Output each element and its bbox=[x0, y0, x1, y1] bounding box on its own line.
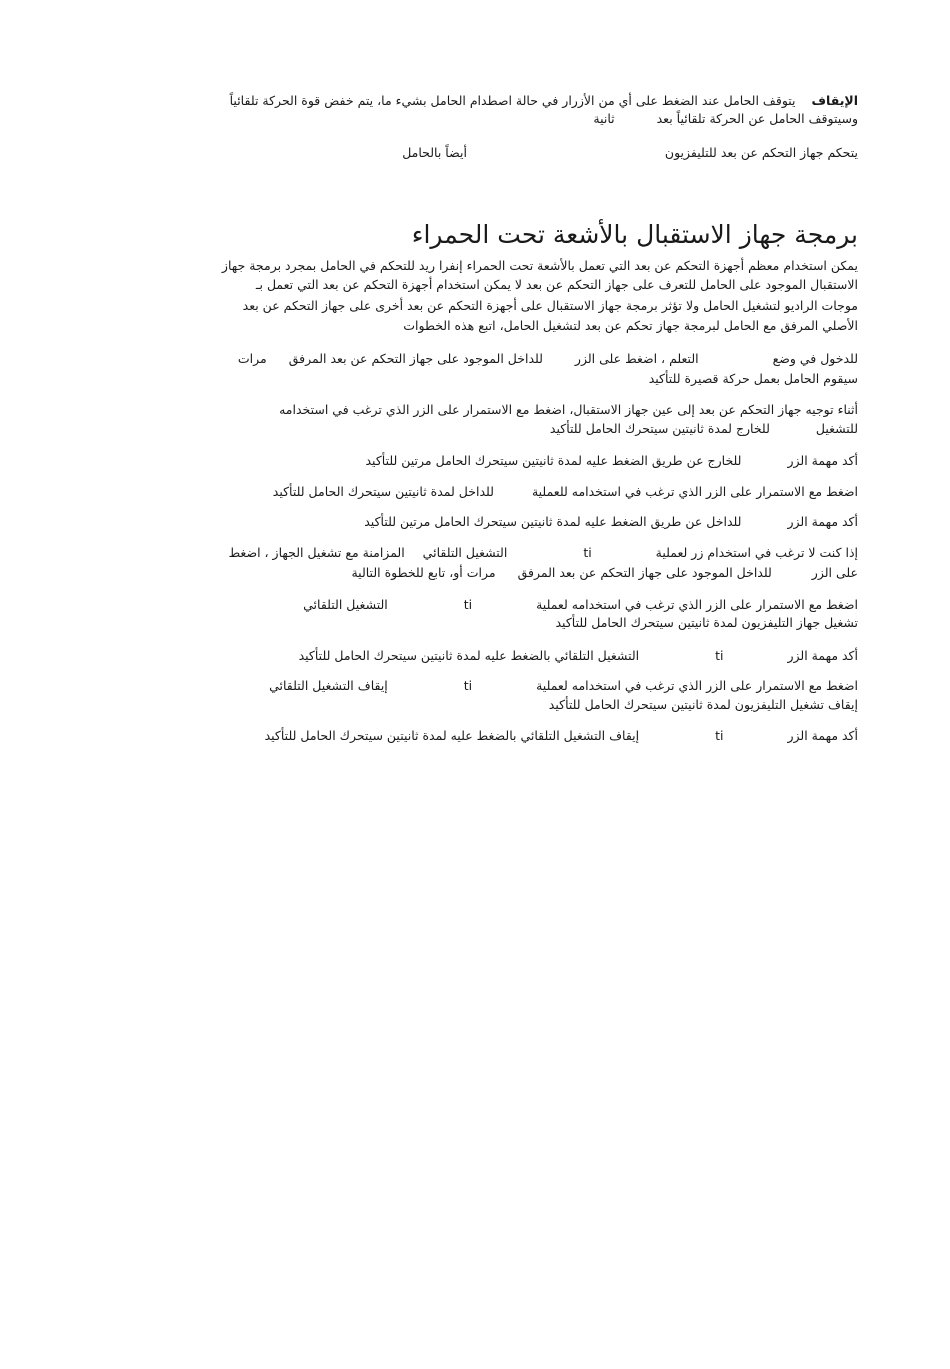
step-1-a: للدخول في وضع bbox=[772, 351, 858, 366]
step-9-line-2: إيقاف تشغيل التليفزيون لمدة ثانيتين سيتحرك الحامل للتأكيد bbox=[548, 697, 858, 712]
section-heading: برمجة جهاز الاستقبال بالأشعة تحت الحمراء bbox=[411, 220, 858, 249]
step-1-b: التعلم ، اضغط على الزر bbox=[574, 351, 699, 366]
step-10-a: أكد مهمة الزر bbox=[787, 728, 858, 743]
step-10-b: ti bbox=[715, 728, 724, 743]
stop-text-2a: وسيتوقف الحامل عن الحركة تلقائياً بعد bbox=[656, 111, 858, 126]
step-9-line-1 bbox=[269, 677, 858, 695]
step-1-c: للداخل الموجود على جهاز التحكم عن بعد المرفق bbox=[288, 351, 543, 366]
step-6-line-1 bbox=[229, 544, 858, 562]
step-8 bbox=[299, 647, 858, 665]
step-6-f: للداخل الموجود على جهاز التحكم عن بعد المرفق bbox=[517, 565, 772, 580]
step-6-line-2 bbox=[351, 564, 858, 582]
step-7-c: التشغيل التلقائي bbox=[303, 597, 388, 612]
step-6-a: إذا كنت لا ترغب في استخدام زر لعملية bbox=[655, 545, 858, 560]
step-6-e: على الزر bbox=[811, 565, 858, 580]
stop-text-2b: ثانية bbox=[593, 111, 615, 126]
step-7-line-2: تشغيل جهاز التليفزيون لمدة ثانيتين سيتحرك الحامل للتأكيد bbox=[555, 615, 858, 630]
remote-note-part1: يتحكم جهاز التحكم عن بعد للتليفزيون bbox=[664, 145, 858, 160]
step-10-c: إيقاف التشغيل التلقائي بالضغط عليه لمدة ثانيتين سيتحرك الحامل للتأكيد bbox=[264, 728, 640, 743]
step-2-line-2 bbox=[550, 420, 858, 438]
step-3-b: للخارج عن طريق الضغط عليه لمدة ثانيتين سيتحرك الحامل مرتين للتأكيد bbox=[365, 453, 742, 468]
intro-line-2: الاستقبال الموجود على الحامل للتعرف على جهاز التحكم عن بعد لا يمكن استخدام أجهزة التحكم عن بعد التي تعمل بـ bbox=[255, 277, 858, 292]
step-7-a: اضغط مع الاستمرار على الزر الذي ترغب في استخدامه لعملية bbox=[536, 597, 858, 612]
step-3 bbox=[365, 452, 858, 470]
step-9-b: ti bbox=[463, 678, 473, 693]
stop-text-1: يتوقف الحامل عند الضغط على أي من الأزرار في حالة اصطدام الحامل بشيء ما، يتم خفض قوة الحركة تلقائياً bbox=[229, 93, 796, 108]
step-3-a: أكد مهمة الزر bbox=[787, 453, 858, 468]
remote-note-part2: أيضاً بالحامل bbox=[402, 145, 467, 160]
step-8-c: التشغيل التلقائي بالضغط عليه لمدة ثانيتين سيتحرك الحامل للتأكيد bbox=[298, 648, 640, 663]
intro-line-1: يمكن استخدام معظم أجهزة التحكم عن بعد التي تعمل بالأشعة تحت الحمراء إنفرا ريد للتحكم في الحامل بمجرد برمجة جهاز bbox=[221, 258, 858, 273]
step-10 bbox=[265, 727, 858, 745]
step-6-d: المزامنة مع تشغيل الجهاز ، اضغط bbox=[228, 545, 405, 560]
step-5-a: أكد مهمة الزر bbox=[787, 514, 858, 529]
step-1-line-2: سيقوم الحامل بعمل حركة قصيرة للتأكيد bbox=[648, 371, 858, 386]
step-4-a: اضغط مع الاستمرار على الزر الذي ترغب في استخدامه للعملية bbox=[531, 484, 858, 499]
step-4-b: للداخل لمدة ثانيتين سيتحرك الحامل للتأكيد bbox=[272, 484, 494, 499]
step-4 bbox=[273, 483, 858, 501]
step-1-line-1 bbox=[238, 350, 858, 368]
stop-line-2 bbox=[593, 110, 858, 128]
step-9-a: اضغط مع الاستمرار على الزر الذي ترغب في استخدامه لعملية bbox=[536, 678, 858, 693]
step-5 bbox=[364, 513, 858, 531]
stop-line-1 bbox=[230, 92, 858, 110]
intro-line-4: الأصلي المرفق مع الحامل لبرمجة جهاز تحكم عن بعد لتشغيل الحامل، اتبع هذه الخطوات bbox=[403, 318, 858, 333]
step-8-a: أكد مهمة الزر bbox=[787, 648, 858, 663]
step-6-b: ti bbox=[583, 545, 592, 560]
step-9-c: إيقاف التشغيل التلقائي bbox=[269, 678, 388, 693]
step-7-line-1 bbox=[303, 596, 858, 614]
step-6-g: مرات أو، تابع للخطوة التالية bbox=[351, 565, 496, 580]
remote-note bbox=[402, 144, 858, 162]
step-2-line-1: أثناء توجيه جهاز التحكم عن بعد إلى عين جهاز الاستقبال، اضغط مع الاستمرار على الزر الذي ترغب في استخدامه bbox=[279, 402, 858, 417]
step-1-d: مرات bbox=[237, 351, 267, 366]
intro-line-3: موجات الراديو لتشغيل الحامل ولا تؤثر برمجة جهاز الاستقبال على أجهزة التحكم عن بعد أخرى على جهاز التحكم عن بعد bbox=[242, 298, 858, 313]
step-5-b: للداخل عن طريق الضغط عليه لمدة ثانيتين سيتحرك الحامل مرتين للتأكيد bbox=[364, 514, 742, 529]
step-2-c: للخارج لمدة ثانيتين سيتحرك الحامل للتأكيد bbox=[549, 421, 770, 436]
stop-label: الإيقاف bbox=[811, 93, 858, 108]
step-6-c: التشغيل التلقائي bbox=[422, 545, 508, 560]
step-8-b: ti bbox=[715, 648, 724, 663]
step-2-b: للتشغيل bbox=[815, 421, 858, 436]
step-7-b: ti bbox=[463, 597, 473, 612]
